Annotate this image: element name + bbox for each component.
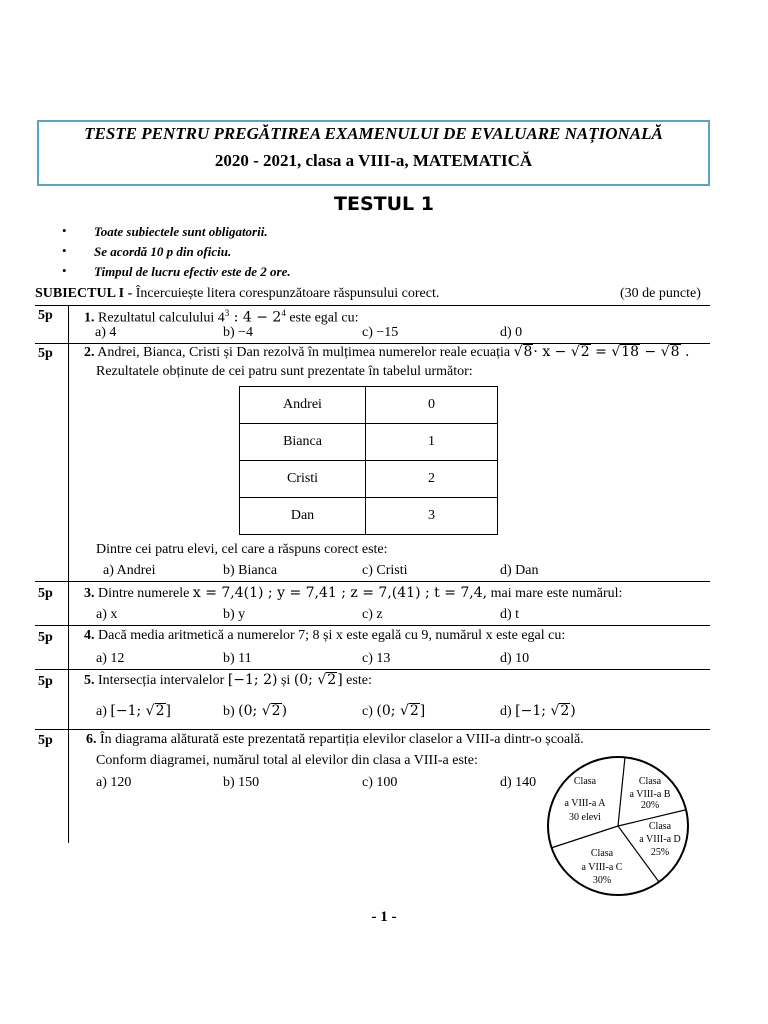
option-d[interactable]: d) 10 bbox=[500, 651, 530, 666]
points-label: 5p bbox=[38, 674, 53, 689]
points-label: 5p bbox=[38, 733, 53, 748]
option-b[interactable]: b) Bianca bbox=[223, 563, 278, 578]
radicand: 8 bbox=[523, 344, 533, 360]
question-number: 2. bbox=[84, 345, 95, 360]
option-label: b) bbox=[223, 704, 239, 719]
option-label: c) bbox=[362, 704, 377, 719]
bullet-icon: • bbox=[62, 223, 67, 238]
table-cell: 0 bbox=[366, 387, 498, 424]
question-separator bbox=[35, 581, 710, 582]
radicand: 18 bbox=[621, 344, 640, 360]
bullet-icon: • bbox=[62, 243, 67, 258]
option-c[interactable]: c) z bbox=[362, 607, 383, 622]
eq-part: = bbox=[590, 344, 612, 360]
interval-part: (0; bbox=[238, 703, 262, 719]
bullet-icon: • bbox=[62, 263, 67, 278]
question-5 bbox=[84, 672, 372, 689]
question-number: 5. bbox=[84, 673, 95, 688]
option-c[interactable] bbox=[362, 703, 425, 720]
points-column-divider bbox=[68, 305, 69, 843]
table-cell: Bianca bbox=[240, 424, 366, 461]
table-cell: 3 bbox=[366, 498, 498, 535]
q3-text: Dintre numerele bbox=[94, 586, 193, 601]
q5-interval-2: (0; √2] bbox=[293, 672, 343, 688]
option-b[interactable]: b) 11 bbox=[223, 651, 252, 666]
interval-part: (0; bbox=[376, 703, 400, 719]
slice-label-c: 30% bbox=[592, 875, 612, 886]
table-row bbox=[240, 461, 498, 498]
option-a[interactable]: a) 120 bbox=[96, 775, 132, 790]
subject-heading bbox=[35, 286, 439, 302]
slice-label-d: 25% bbox=[650, 847, 670, 858]
radicand: 2 bbox=[409, 703, 419, 719]
question-number: 1. bbox=[84, 310, 95, 326]
results-table bbox=[239, 386, 498, 535]
option-c[interactable]: c) 100 bbox=[362, 775, 398, 790]
header-title: TESTE PENTRU PREGĂTIREA EXAMENULUI DE EVALUARE NAȚIONALĂ bbox=[84, 124, 663, 143]
interval-part: [−1; bbox=[110, 703, 146, 719]
table-cell: Andrei bbox=[240, 387, 366, 424]
option-a[interactable]: a) x bbox=[96, 607, 118, 622]
slice-label-b: 20% bbox=[640, 800, 660, 811]
option-a[interactable] bbox=[96, 703, 171, 720]
table-cell: Cristi bbox=[240, 461, 366, 498]
option-c[interactable]: c) −15 bbox=[362, 325, 399, 340]
q5-text-post: este: bbox=[342, 673, 372, 688]
option-b[interactable]: b) y bbox=[223, 607, 246, 622]
option-label: d) bbox=[500, 704, 516, 719]
option-a[interactable]: a) 12 bbox=[96, 651, 125, 666]
option-a[interactable]: a) Andrei bbox=[103, 563, 156, 578]
q2-text-2: Rezultatele obținute de cei patru sunt prezentate în tabelul următor: bbox=[96, 364, 473, 379]
eq-part: · x − bbox=[533, 344, 571, 360]
option-b[interactable] bbox=[223, 703, 287, 720]
interval-part: ] bbox=[419, 703, 426, 719]
slice-label-c: a VIII-a C bbox=[581, 862, 623, 873]
table-cell: Dan bbox=[240, 498, 366, 535]
interval-part: ] bbox=[337, 672, 343, 688]
option-b[interactable]: b) 150 bbox=[223, 775, 260, 790]
points-label: 5p bbox=[38, 308, 53, 323]
option-b[interactable]: b) −4 bbox=[223, 325, 254, 340]
option-math: [−1; √2) bbox=[515, 703, 576, 719]
question-separator bbox=[35, 729, 710, 730]
option-math: (0; √2] bbox=[376, 703, 426, 719]
option-d[interactable]: d) 0 bbox=[500, 325, 523, 340]
q4-text: Dacă media aritmetică a numerelor 7; 8 și x este egală cu 9, numărul x este egal cu: bbox=[94, 628, 566, 643]
question-number: 6. bbox=[86, 732, 97, 747]
points-label: 5p bbox=[38, 630, 53, 645]
interval-part: ] bbox=[165, 703, 171, 719]
points-label: 5p bbox=[38, 586, 53, 601]
option-a[interactable]: a) 4 bbox=[95, 325, 117, 340]
table-row bbox=[240, 498, 498, 535]
eq-part: − bbox=[640, 344, 661, 360]
q1-exponent: 4 bbox=[281, 308, 286, 318]
q2-equation: √8· x − √2 = √18 − √8 . bbox=[513, 344, 690, 360]
question-4 bbox=[84, 628, 565, 644]
radicand: 2 bbox=[271, 703, 281, 719]
pie-chart bbox=[545, 754, 691, 898]
subject-points: (30 de puncte) bbox=[620, 286, 701, 301]
table-cell: 2 bbox=[366, 461, 498, 498]
question-2 bbox=[84, 344, 689, 361]
subject-instruction: Încercuiește litera corespunzătoare răspunsului corect. bbox=[132, 286, 440, 301]
q6-text: În diagrama alăturată este prezentată repartiția elevilor claselor a VIII-a dintr-o școală. bbox=[96, 732, 584, 747]
option-math: (0; √2) bbox=[238, 703, 288, 719]
q5-text-pre: Intersecția intervalelor bbox=[94, 673, 228, 688]
q5-and: și bbox=[277, 673, 294, 688]
table-row bbox=[240, 387, 498, 424]
slice-label-d: a VIII-a D bbox=[639, 834, 681, 845]
q5-interval-1: [−1; 2) bbox=[227, 672, 278, 688]
question-separator bbox=[35, 669, 710, 670]
header-rule bbox=[35, 305, 710, 306]
interval-part: (0; bbox=[293, 672, 318, 688]
option-c[interactable]: c) Cristi bbox=[362, 563, 408, 578]
test-title: TESTUL 1 bbox=[334, 193, 434, 215]
slice-label-a: 30 elevi bbox=[569, 812, 601, 823]
question-number: 4. bbox=[84, 628, 95, 643]
rule-1: Toate subiectele sunt obligatorii. bbox=[94, 224, 268, 239]
question-number: 3. bbox=[84, 586, 95, 601]
page-number: - 1 - bbox=[371, 909, 397, 925]
q6-text-2: Conform diagramei, numărul total al elevilor din clasa a VIII-a este: bbox=[96, 753, 478, 768]
q2-question: Dintre cei patru elevi, cel care a răspuns corect este: bbox=[96, 542, 388, 557]
slice-label-b: a VIII-a B bbox=[629, 789, 671, 800]
q1-text-pre: Rezultatul calculului 4 bbox=[94, 310, 225, 326]
header-subtitle: 2020 - 2021, clasa a VIII-a, MATEMATICĂ bbox=[214, 151, 533, 170]
interval-part: ) bbox=[281, 703, 288, 719]
option-label: a) bbox=[96, 704, 111, 719]
question-3 bbox=[84, 585, 622, 602]
q1-mid: : 4 − 2 bbox=[229, 309, 282, 326]
radicand: 2 bbox=[327, 672, 337, 688]
rule-2: Se acordă 10 p din oficiu. bbox=[94, 244, 232, 259]
radicand: 2 bbox=[155, 703, 165, 719]
points-label: 5p bbox=[38, 346, 53, 361]
interval-part: ) bbox=[570, 703, 576, 719]
subject-label: SUBIECTUL I - bbox=[35, 286, 133, 301]
slice-label-c: Clasa bbox=[590, 848, 614, 859]
q1-text-post: este egal cu: bbox=[285, 310, 359, 326]
interval-part: [−1; bbox=[515, 703, 551, 719]
eq-part: . bbox=[680, 344, 690, 360]
question-1 bbox=[84, 308, 359, 327]
slice-label-a: a VIII-a A bbox=[564, 798, 606, 809]
q2-text: Andrei, Bianca, Cristi și Dan rezolvă în mulțimea numerelor reale ecuația bbox=[94, 345, 514, 360]
radicand: 2 bbox=[580, 344, 590, 360]
radicand: 2 bbox=[560, 703, 570, 719]
option-d[interactable]: d) Dan bbox=[500, 563, 539, 578]
q3-text-post: mai mare este numărul: bbox=[487, 586, 623, 601]
slice-label-b: Clasa bbox=[638, 776, 662, 787]
q1-exponent: 3 bbox=[224, 308, 230, 318]
rule-3: Timpul de lucru efectiv este de 2 ore. bbox=[94, 264, 291, 279]
slice-label-a: Clasa bbox=[573, 776, 597, 787]
option-d[interactable] bbox=[500, 703, 576, 720]
option-d[interactable]: d) t bbox=[500, 607, 520, 622]
question-separator bbox=[35, 625, 710, 626]
question-6 bbox=[86, 732, 584, 748]
option-d[interactable]: d) 140 bbox=[500, 775, 537, 790]
q3-numbers: x = 7,4(1) ; y = 7,41 ; z = 7,(41) ; t = 7,4, bbox=[192, 585, 488, 601]
radicand: 8 bbox=[670, 344, 680, 360]
table-row bbox=[240, 424, 498, 461]
slice-label-d: Clasa bbox=[648, 821, 672, 832]
table-cell: 1 bbox=[366, 424, 498, 461]
option-math: [−1; √2] bbox=[110, 703, 171, 719]
option-c[interactable]: c) 13 bbox=[362, 651, 391, 666]
